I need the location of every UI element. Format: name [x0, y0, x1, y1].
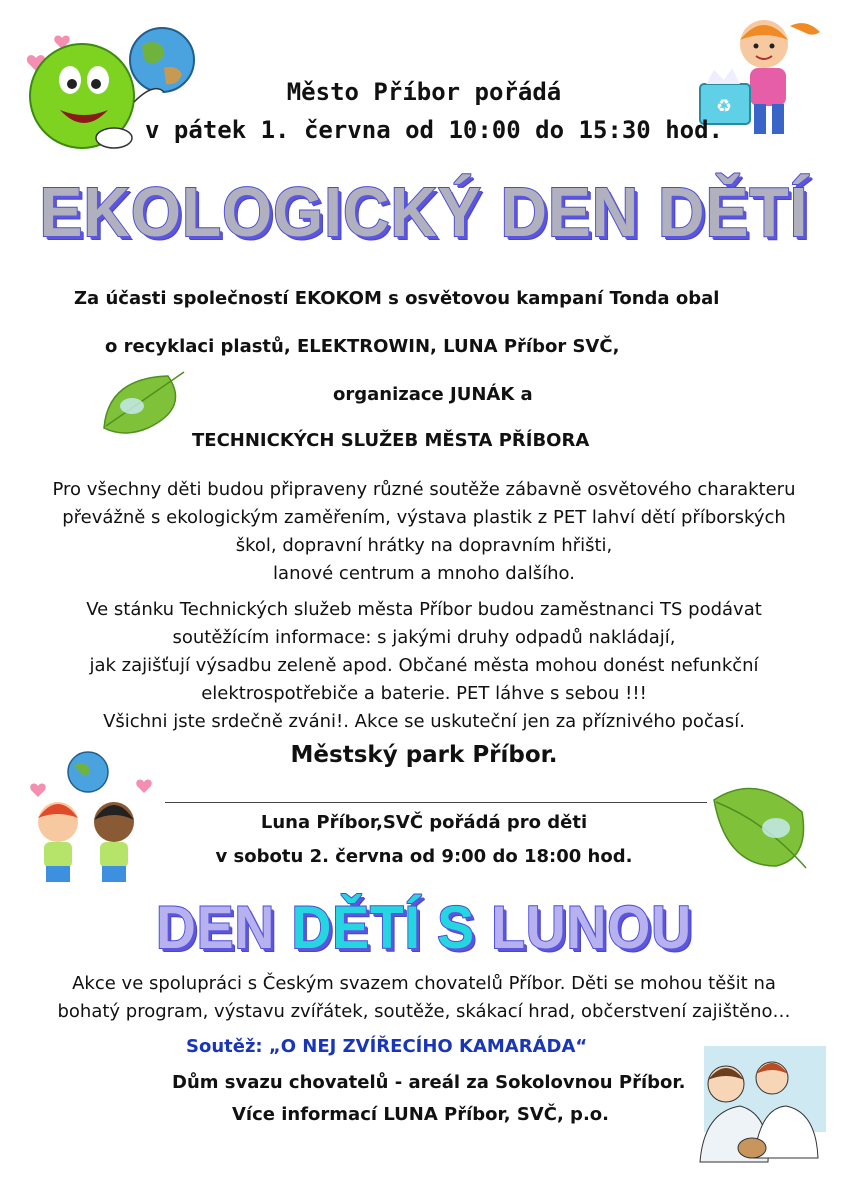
description-line: Pro všechny děti budou připraveny různé soutěže zábavně osvětového charakteru [52, 479, 796, 500]
title-word: S [437, 894, 492, 961]
svg-text:♻: ♻ [716, 96, 733, 117]
description-line: elektrospotřebiče a baterie. PET láhve s sebou !!! [201, 683, 647, 704]
description-line: Všichni jste srdečně zváni!. Akce se uskuteční jen za příznivého počasí. [103, 711, 745, 732]
partners-line-1: Za účasti společností EKOKOM s osvětovou kampaní Tonda obal [74, 288, 720, 309]
title-word: LUNOU [491, 894, 693, 961]
description-line: Akce ve spolupráci s Českým svazem chovatelů Příbor. Děti se mohou těšit na [72, 973, 776, 994]
description-line: soutěžícím informace: s jakými druhy odpadů nakládají, [172, 627, 676, 648]
second-title [34, 894, 814, 961]
title-word: DEN [155, 894, 292, 961]
partners-line-4: TECHNICKÝCH SLUŽEB MĚSTA PŘÍBORA [192, 430, 590, 451]
organizer-line: Město Příbor pořádá [286, 78, 562, 106]
section-divider [165, 802, 707, 803]
partners-line-3: organizace JUNÁK a [333, 384, 533, 405]
partners-line-2: o recyklaci plastů, ELEKTROWIN, LUNA Příbor SVČ, [105, 336, 620, 357]
description-paragraph-2 [0, 596, 848, 736]
main-title: EKOLOGICKÝ DEN DĚTÍ [39, 173, 809, 251]
description-line: bohatý program, výstavu zvířátek, soutěže, skákací hrad, občerstvení zajištěno… [57, 1001, 791, 1022]
description-paragraph-3 [0, 970, 848, 1026]
description-line: převážně s ekologickým zaměřením, výstava plastik z PET lahví dětí příborských [62, 507, 786, 528]
event-date-line: v pátek 1. června od 10:00 do 15:30 hod. [145, 116, 723, 144]
description-line: jak zajišťují výsadbu zeleně apod. Občané města mohou donést nefunkční [89, 655, 759, 676]
title-word: DĚTÍ [291, 894, 438, 961]
venue-heading: Městský park Příbor. [290, 742, 558, 768]
luna-organizer-line: Luna Příbor,SVČ pořádá pro děti [260, 812, 588, 833]
leaf-icon [98, 368, 190, 438]
pet-owners-illustration [688, 1040, 834, 1172]
description-line: Ve stánku Technických služeb města Příbor budou zaměstnanci TS podávat [86, 599, 762, 620]
venue-address: Dům svazu chovatelů - areál za Sokolovnou Příbor. [172, 1072, 686, 1093]
description-line: škol, dopravní hrátky na dopravním hřišti, [235, 535, 613, 556]
more-info: Více informací LUNA Příbor, SVČ, p.o. [232, 1104, 609, 1125]
luna-date-line: v sobotu 2. června od 9:00 do 18:00 hod. [215, 846, 633, 867]
description-paragraph-1 [0, 476, 848, 588]
contest-title: Soutěž: „O NEJ ZVÍŘECÍHO KAMARÁDA“ [186, 1036, 588, 1057]
description-line: lanové centrum a mnoho dalšího. [273, 563, 575, 584]
